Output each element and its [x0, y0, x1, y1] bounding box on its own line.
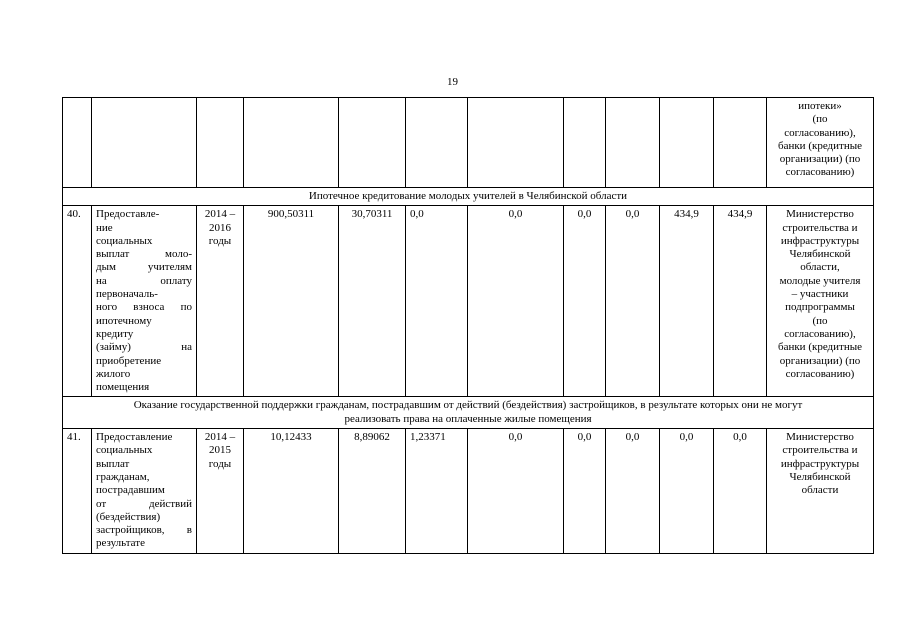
cell-name — [92, 206, 197, 397]
text-line: застройщиков, в — [96, 524, 192, 537]
cell-num: 40. — [63, 206, 92, 397]
text-line: согласованию) — [785, 166, 855, 179]
cell-executor — [767, 98, 874, 188]
text-line: согласованию), — [784, 327, 856, 340]
cell-value: 30,70311 — [339, 206, 406, 397]
cell-value: 0,0 — [606, 429, 660, 554]
cell-value: 0,0 — [564, 206, 606, 397]
text-line: дым учителям — [96, 261, 192, 274]
text-line: первоначаль- — [96, 288, 158, 301]
section-header-row — [63, 397, 874, 429]
cell-value — [339, 98, 406, 188]
text-line: 2014 – — [204, 208, 236, 221]
text-line: социальных — [96, 234, 153, 247]
text-line: Оказание государственной поддержки гражданам, пострадавшим от действий (бездействия) застройщиков, в результате которых они не могут — [133, 399, 803, 412]
cell-value — [468, 98, 564, 188]
text-line: 2014 – — [204, 431, 236, 444]
cell-value: 1,23371 — [406, 429, 468, 554]
cell-value: 8,89062 — [339, 429, 406, 554]
cell-years — [197, 98, 244, 188]
cell-value: 0,0 — [660, 429, 714, 554]
text-line: Министерство — [786, 208, 854, 221]
cell-value: 0,0 — [606, 206, 660, 397]
text-line: Министерство — [786, 431, 854, 444]
text-line: годы — [208, 234, 232, 247]
text-line: выплат моло- — [96, 248, 192, 261]
cell-value-total: 10,12433 — [244, 429, 339, 554]
cell-value — [564, 98, 606, 188]
text-line: организации) (по — [779, 354, 861, 367]
cell-value: 0,0 — [468, 429, 564, 554]
text-line: социальных — [96, 444, 153, 457]
cell-years — [197, 429, 244, 554]
text-line: молодые учителя — [779, 274, 861, 287]
text-line: ние — [96, 221, 113, 234]
text-line: выплат — [96, 457, 130, 470]
cell-value — [606, 98, 660, 188]
text-line: банки (кредитные — [777, 139, 863, 152]
cell-value: 0,0 — [564, 429, 606, 554]
cell-name — [92, 429, 197, 554]
text-line: подпрограммы — [785, 301, 855, 314]
program-table — [62, 97, 874, 554]
text-line: (по — [812, 314, 828, 327]
cell-executor — [767, 206, 874, 397]
text-line: Предоставле- — [96, 208, 160, 221]
text-line: области — [801, 484, 839, 497]
section-title-support — [63, 397, 874, 429]
text-line: ипотеки» — [798, 100, 842, 112]
cell-num — [63, 98, 92, 188]
text-line: 2015 — [209, 444, 231, 457]
text-line: пострадавшим — [96, 484, 165, 497]
text-line: приобретение — [96, 354, 162, 367]
table-row-continuation — [63, 98, 874, 188]
cell-name — [92, 98, 197, 188]
cell-value-total: 900,50311 — [244, 206, 339, 397]
cell-value — [660, 98, 714, 188]
section-title-mortgage: Ипотечное кредитование молодых учителей в Челябинской области — [63, 188, 874, 206]
text-line: реализовать права на оплаченные жилые помещения — [344, 412, 592, 425]
text-line: результате — [96, 537, 145, 550]
text-line: помещения — [96, 381, 150, 394]
text-line: инфраструктуры — [780, 234, 860, 247]
text-line: строительства и — [782, 221, 858, 234]
text-line: от действий — [96, 497, 192, 510]
text-line: строительства и — [782, 444, 858, 457]
text-line: годы — [208, 457, 232, 470]
cell-num: 41. — [63, 429, 92, 554]
cell-value: 434,9 — [714, 206, 767, 397]
cell-value: 434,9 — [660, 206, 714, 397]
cell-value — [714, 98, 767, 188]
cell-value: 0,0 — [714, 429, 767, 554]
text-line: инфраструктуры — [780, 457, 860, 470]
section-header-row — [63, 188, 874, 206]
text-line: (бездействия) — [96, 510, 161, 523]
cell-years — [197, 206, 244, 397]
text-line: организации) (по — [779, 153, 861, 166]
text-line: 2016 — [209, 221, 231, 234]
cell-executor — [767, 429, 874, 554]
text-line: (займу) на — [96, 341, 192, 354]
text-line: согласованию), — [784, 126, 856, 139]
text-line: (по — [812, 113, 828, 126]
cell-value: 0,0 — [406, 206, 468, 397]
page-number: 19 — [447, 76, 458, 88]
text-line: жилого — [96, 367, 131, 380]
text-line: ного взноса по — [96, 301, 192, 314]
cell-value — [406, 98, 468, 188]
table-row-40 — [63, 206, 874, 397]
cell-value — [244, 98, 339, 188]
cell-value: 0,0 — [468, 206, 564, 397]
text-line: гражданам, — [96, 470, 150, 483]
text-line: банки (кредитные — [777, 341, 863, 354]
text-line: ипотечному — [96, 314, 152, 327]
table-row-41 — [63, 429, 874, 554]
text-line: области, — [800, 261, 840, 274]
text-line: на оплату — [96, 274, 192, 287]
text-line: Челябинской — [789, 470, 851, 483]
text-line: Челябинской — [789, 248, 851, 261]
text-line: – участники — [791, 288, 849, 301]
text-line: Предоставление — [96, 431, 173, 444]
text-line: кредиту — [96, 327, 134, 340]
text-line: согласованию) — [785, 367, 855, 380]
